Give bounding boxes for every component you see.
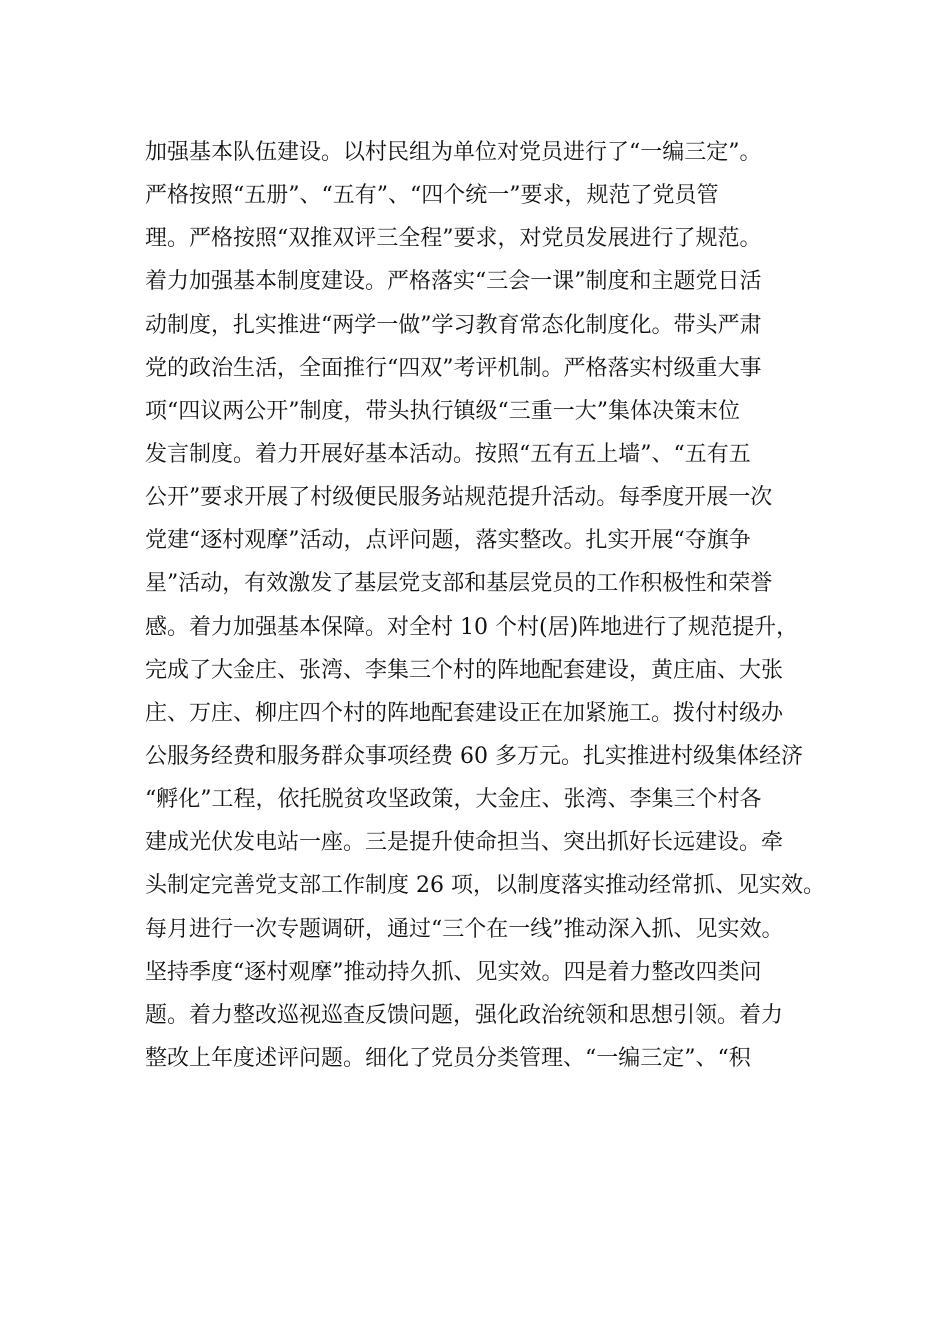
text-line: 公开”要求开展了村级便民服务站规范提升活动。每季度开展一次	[145, 485, 773, 511]
text-line: 题。着力整改巡视巡查反馈问题，强化政治统领和思想引领。着力	[145, 1002, 784, 1028]
text-line: 完成了大金庄、张湾、李集三个村的阵地配套建设，黄庄庙、大张	[145, 657, 784, 683]
text-line: 感。着力加强基本保障。对全村 10 个村(居)阵地进行了规范提升，	[145, 614, 799, 640]
text-line: “孵化”工程，依托脱贫攻坚政策，大金庄、张湾、李集三个村各	[145, 787, 762, 813]
text-line: 动制度，扎实推进“两学一做”学习教育常态化制度化。带头严肃	[145, 312, 762, 338]
text-line: 发言制度。着力开展好基本活动。按照“五有五上墙”、“五有五	[145, 441, 751, 467]
text-line: 庄、万庄、柳庄四个村的阵地配套建设正在加紧施工。拨付村级办	[145, 700, 784, 726]
text-line: 严格按照“五册”、“五有”、“四个统一”要求，规范了党员管	[145, 183, 719, 209]
text-line: 整改上年度述评问题。细化了党员分类管理、“一编三定”、“积	[145, 1045, 751, 1071]
text-line: 头制定完善党支部工作制度 26 项，以制度落实推动经常抓、见实效。	[145, 873, 825, 899]
text-line: 理。严格按照“双推双评三全程”要求，对党员发展进行了规范。	[145, 226, 762, 252]
text-line: 着力加强基本制度建设。严格落实“三会一课”制度和主题党日活	[145, 269, 762, 295]
text-line: 公服务经费和服务群众事项经费 60 多万元。扎实推进村级集体经济	[145, 743, 803, 769]
text-line: 党的政治生活，全面推行“四双”考评机制。严格落实村级重大事	[145, 355, 762, 381]
text-line: 每月进行一次专题调研，通过“三个在一线”推动深入抓、见实效。	[145, 916, 784, 942]
text-line: 党建“逐村观摩”活动，点评问题，落实整改。扎实开展“夺旗争	[145, 528, 751, 554]
text-line: 加强基本队伍建设。以村民组为单位对党员进行了“一编三定”。	[145, 140, 762, 165]
text-line: 建成光伏发电站一座。三是提升使命担当、突出抓好长远建设。牵	[145, 830, 784, 856]
text-line: 星”活动，有效激发了基层党支部和基层党员的工作积极性和荣誉	[145, 571, 773, 597]
text-line: 坚持季度“逐村观摩”推动持久抓、见实效。四是着力整改四类问	[145, 959, 762, 985]
body-text	[145, 131, 825, 1080]
text-line: 项“四议两公开”制度，带头执行镇级“三重一大”集体决策末位	[145, 398, 740, 424]
